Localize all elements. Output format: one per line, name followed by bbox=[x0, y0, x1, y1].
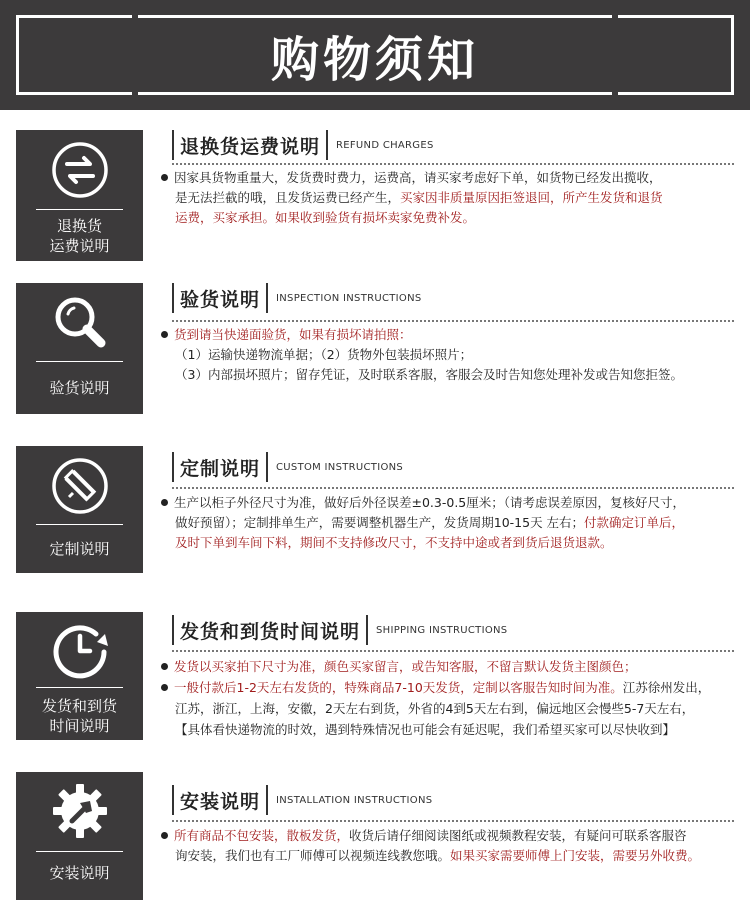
side-divider bbox=[36, 687, 123, 688]
shipping-side-panel bbox=[16, 612, 143, 740]
side-label: 验货说明 bbox=[49, 379, 110, 397]
side-label: 发货和到货 bbox=[41, 697, 117, 715]
section-title: 验货说明 bbox=[180, 288, 261, 311]
dotted-divider bbox=[172, 650, 734, 652]
refund-text: 因家具货物重量大，发货费时费力，运费高，请买家考虑好下单，如货物已经发出揽收， 是无法拦截的哦，且发货运费已经产生，买家因非质量原因拒签退回，所产生发货和退货 运费，买家承担。如果收到验货有损坏卖家免费补发。 bbox=[161, 168, 741, 228]
bullet bbox=[161, 174, 168, 181]
side-divider bbox=[36, 209, 123, 210]
bullet bbox=[161, 832, 168, 839]
section-title-en: REFUND CHARGES bbox=[336, 139, 434, 151]
page-title: 购物须知 bbox=[270, 31, 479, 88]
custom-heading bbox=[172, 452, 403, 482]
shipping-heading bbox=[172, 615, 507, 645]
clock-icon bbox=[16, 612, 143, 688]
section-title-en: INSTALLATION INSTRUCTIONS bbox=[276, 794, 433, 806]
banner-divider bbox=[132, 11, 138, 97]
banner-divider bbox=[612, 11, 618, 97]
banner-frame bbox=[16, 15, 734, 95]
side-label: 退换货 bbox=[56, 217, 102, 235]
side-divider bbox=[36, 524, 123, 525]
dotted-divider bbox=[172, 820, 734, 822]
custom-section bbox=[0, 446, 750, 581]
banner bbox=[0, 0, 750, 110]
section-title-en: CUSTOM INSTRUCTIONS bbox=[276, 461, 404, 473]
shipping-text: 发货以买家拍下尺寸为准，颜色买家留言，或告知客服，不留言默认发货主图颜色； 一般付款后1-2天左右发货的，特殊商品7-10天发货，定制以客服告知时间为准。江苏徐州发出， 江苏，浙江，上海，安徽，2天左右到货，外省的4到5天左右到，偏远地区会慢些5-7天左右， 【具体看快递物流的时效，遇到特殊情况也可能会有延迟呢，我们希望买家可以尽快收到】 bbox=[161, 656, 741, 740]
side-label: 安装说明 bbox=[49, 864, 110, 882]
side-divider bbox=[36, 361, 123, 362]
side-label: 定制说明 bbox=[49, 540, 110, 558]
bullet bbox=[161, 663, 168, 670]
refund-heading bbox=[172, 130, 434, 160]
refund-side-panel bbox=[16, 130, 143, 261]
section-title-en: SHIPPING INSTRUCTIONS bbox=[376, 624, 508, 636]
magnifier-icon bbox=[16, 283, 143, 361]
pencil-ruler-icon bbox=[16, 446, 143, 526]
side-divider bbox=[36, 851, 123, 852]
dotted-divider bbox=[172, 163, 734, 165]
bullet bbox=[161, 499, 168, 506]
bullet bbox=[161, 684, 168, 691]
shipping-section bbox=[0, 609, 750, 744]
bullet bbox=[161, 331, 168, 338]
installation-side-panel bbox=[16, 772, 143, 900]
refund-section bbox=[0, 130, 750, 265]
installation-section bbox=[0, 772, 750, 907]
inspection-side-panel bbox=[16, 283, 143, 414]
section-title-en: INSPECTION INSTRUCTIONS bbox=[276, 292, 422, 304]
section-title: 安装说明 bbox=[180, 790, 261, 813]
inspection-heading bbox=[172, 283, 422, 313]
section-title: 发货和到货时间说明 bbox=[180, 620, 361, 643]
section-title: 退换货运费说明 bbox=[180, 135, 321, 158]
installation-text: 所有商品不包安装，散板发货，收货后请仔细阅读图纸或视频教程安装，有疑问可联系客服咨 询安装，我们也有工厂师傅可以视频连线教您哦。如果买家需要师傅上门安装，需要另外收费。 bbox=[161, 826, 741, 866]
dotted-divider bbox=[172, 487, 734, 489]
gear-wrench-icon bbox=[16, 772, 143, 850]
side-label: 时间说明 bbox=[49, 717, 110, 735]
inspection-text: 货到请当快递面验货，如果有损坏请拍照： （1）运输快递物流单据；（2）货物外包装损坏照片； （3）内部损坏照片；留存凭证，及时联系客服，客服会及时告知您处理补发或告知您拒签。 bbox=[161, 325, 741, 385]
custom-side-panel bbox=[16, 446, 143, 573]
section-title: 定制说明 bbox=[180, 457, 261, 480]
custom-text: 生产以柜子外径尺寸为准，做好后外径误差±0.3-0.5厘米；（请考虑误差原因，复核好尺寸， 做好预留）；定制排单生产，需要调整机器生产，发货周期10-15天 左右；付款确定订单后， 及时下单到车间下料，期间不支持修改尺寸，不支持中途或者到货后退货退款。 bbox=[161, 493, 741, 553]
exchange-arrows-icon bbox=[16, 130, 143, 210]
inspection-section bbox=[0, 283, 750, 418]
dotted-divider bbox=[172, 320, 734, 322]
side-label: 运费说明 bbox=[49, 237, 110, 255]
installation-heading bbox=[172, 785, 432, 815]
